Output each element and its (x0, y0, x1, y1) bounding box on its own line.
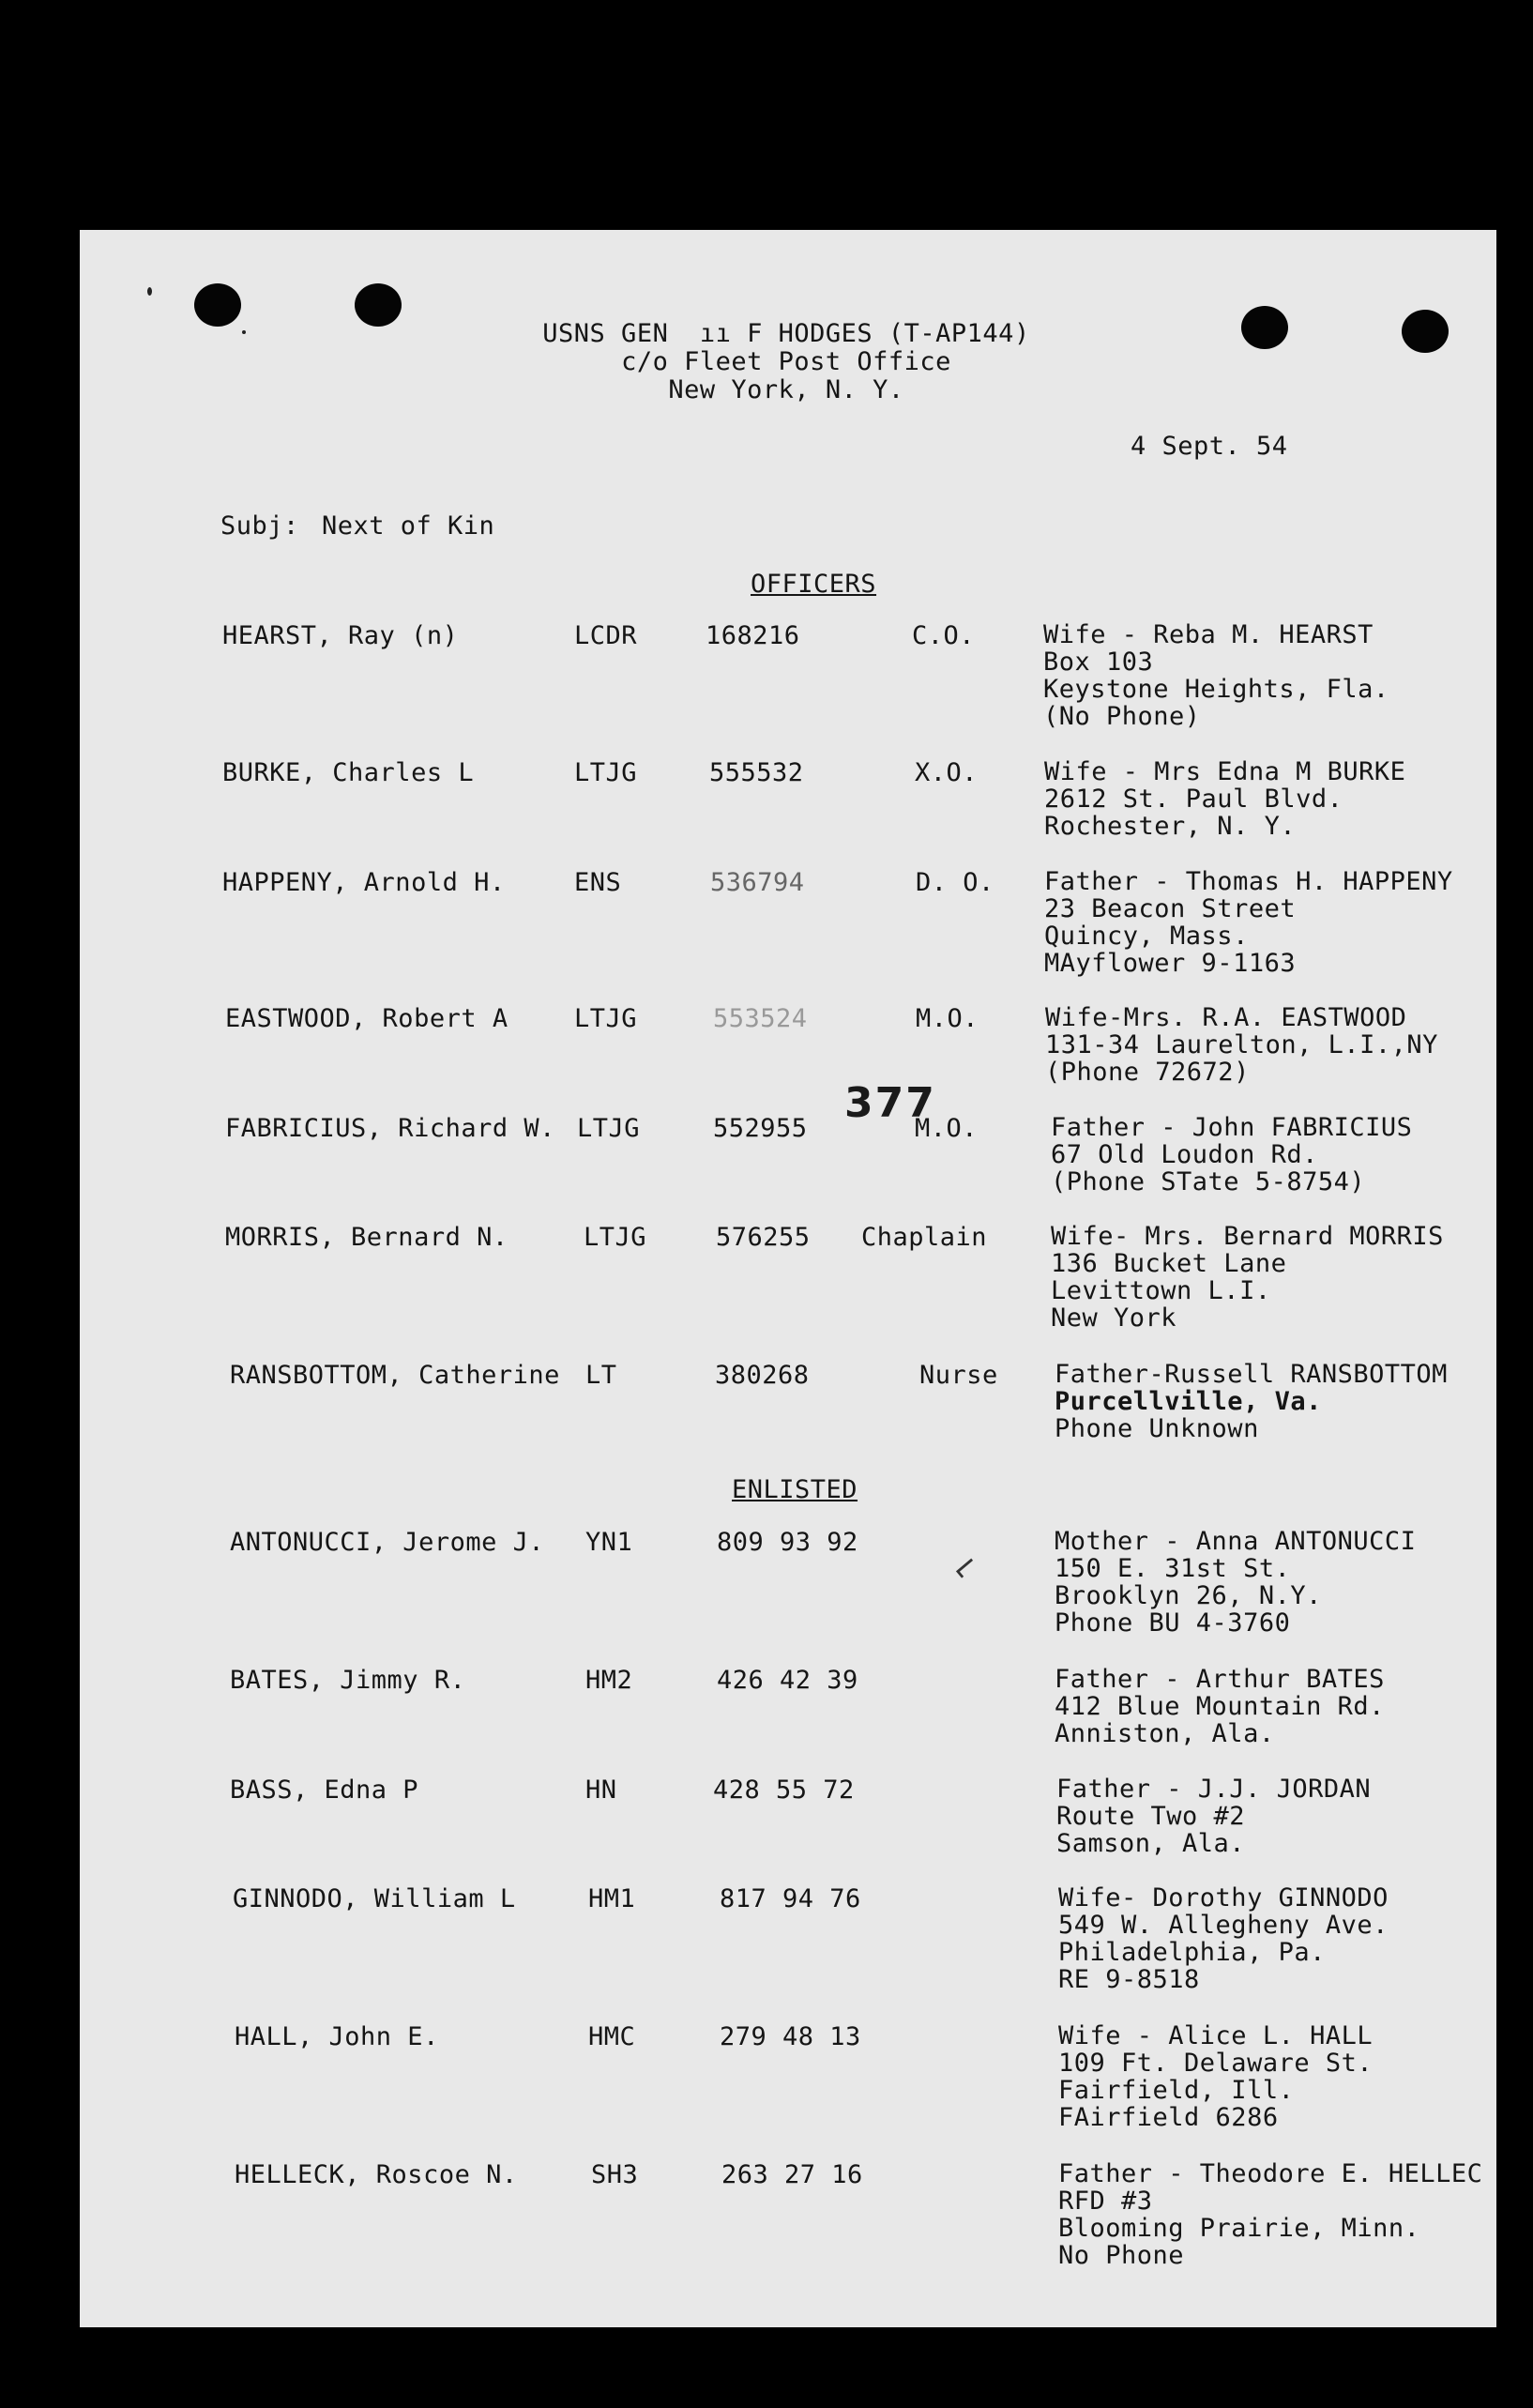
next-of-kin-address (1051, 1114, 1412, 1196)
kin-line: Keystone Heights, Fla. (1043, 675, 1389, 704)
kin-line: Wife - Mrs Edna M BURKE (1044, 757, 1406, 786)
kin-line: Purcellville, Va. (1055, 1387, 1322, 1416)
subject-label: Subj: (220, 511, 299, 541)
next-of-kin-address (1058, 2160, 1482, 2269)
officer-rank: LTJG (577, 1114, 641, 1143)
enlisted-service-number: 426 42 39 (717, 1666, 858, 1695)
officer-service-number: 576255 (716, 1223, 811, 1252)
officer-rank: ENS (574, 868, 622, 897)
document-date: 4 Sept. 54 (1131, 432, 1288, 461)
officer-name: RANSBOTTOM, Catherine (230, 1361, 560, 1390)
next-of-kin-address (1055, 1666, 1385, 1747)
kin-line: Phone BU 4-3760 (1055, 1608, 1291, 1638)
officer-service-number: 168216 (706, 621, 800, 650)
enlisted-rate: YN1 (585, 1528, 633, 1557)
officer-name: EASTWOOD, Robert A (225, 1004, 508, 1033)
kin-line: 109 Ft. Delaware St. (1058, 2049, 1374, 2078)
kin-line: Brooklyn 26, N.Y. (1055, 1581, 1322, 1610)
kin-line: New York (1051, 1303, 1177, 1333)
kin-line: 136 Bucket Lane (1051, 1249, 1287, 1278)
next-of-kin-address (1055, 1361, 1448, 1442)
ink-speck (242, 330, 246, 334)
next-of-kin-address (1058, 1884, 1389, 1993)
pen-mark: ⌐ (943, 1544, 989, 1591)
officer-rank: LTJG (574, 1004, 638, 1033)
post-office-line: c/o Fleet Post Office (621, 347, 951, 376)
kin-line: (No Phone) (1043, 702, 1201, 731)
officer-service-number: 553524 (713, 1004, 808, 1033)
officer-role: M.O. (915, 1114, 979, 1143)
enlisted-service-number: 817 94 76 (720, 1884, 861, 1913)
kin-line: Wife- Dorothy GINNODO (1058, 1883, 1389, 1913)
next-of-kin-address (1045, 1004, 1438, 1086)
enlisted-rate: HN (585, 1776, 617, 1805)
next-of-kin-address (1043, 621, 1389, 730)
kin-line: Father - Theodore E. HELLEC (1058, 2159, 1483, 2188)
kin-line: 2612 St. Paul Blvd. (1044, 785, 1343, 814)
kin-line: Philadelphia, Pa. (1058, 1938, 1326, 1967)
kin-line: 23 Beacon Street (1044, 894, 1297, 923)
officer-service-number: 555532 (709, 758, 804, 787)
next-of-kin-address (1044, 868, 1453, 977)
officer-rank: LT (585, 1361, 617, 1390)
kin-line: MAyflower 9-1163 (1044, 949, 1297, 978)
next-of-kin-address (1058, 2022, 1373, 2131)
enlisted-name: ANTONUCCI, Jerome J. (230, 1528, 545, 1557)
kin-line: Rochester, N. Y. (1044, 812, 1297, 841)
kin-line: (Phone 72672) (1045, 1058, 1250, 1087)
handwritten-page-number: 377 (844, 1079, 936, 1127)
enlisted-name: HELLECK, Roscoe N. (235, 2160, 518, 2189)
ship-name: USNS GEN ıı F HODGES (T-AP144) (542, 319, 1030, 348)
kin-line: Wife - Alice L. HALL (1058, 2021, 1374, 2050)
kin-line: Father - Arthur BATES (1055, 1665, 1385, 1694)
officer-role: Chaplain (861, 1223, 988, 1252)
enlisted-service-number: 428 55 72 (713, 1776, 855, 1805)
next-of-kin-address (1051, 1223, 1444, 1332)
enlisted-name: BASS, Edna P (230, 1776, 419, 1805)
kin-line: Father - Thomas H. HAPPENY (1044, 867, 1453, 896)
kin-line: Wife-Mrs. R.A. EASTWOOD (1045, 1003, 1407, 1032)
officer-rank: LTJG (574, 758, 638, 787)
officer-role: X.O. (915, 758, 979, 787)
enlisted-service-number: 263 27 16 (721, 2160, 863, 2189)
kin-line: No Phone (1058, 2241, 1185, 2270)
kin-line: Blooming Prairie, Minn. (1058, 2214, 1420, 2243)
officer-name: HEARST, Ray (n) (222, 621, 459, 650)
enlisted-service-number: 279 48 13 (720, 2022, 861, 2051)
kin-line: Samson, Ala. (1056, 1829, 1246, 1858)
enlisted-heading: ENLISTED (732, 1475, 858, 1504)
enlisted-rate: SH3 (591, 2160, 639, 2189)
officer-rank: LCDR (574, 621, 638, 650)
officer-rank: LTJG (584, 1223, 647, 1252)
subject-text: Next of Kin (322, 511, 495, 541)
kin-line: Father - John FABRICIUS (1051, 1113, 1413, 1142)
officer-name: BURKE, Charles L (222, 758, 475, 787)
kin-line: FAirfield 6286 (1058, 2103, 1279, 2132)
city-line: New York, N. Y. (668, 375, 904, 404)
kin-line: Father-Russell RANSBOTTOM (1055, 1360, 1448, 1389)
next-of-kin-address (1056, 1776, 1371, 1857)
kin-line: Box 103 (1043, 648, 1154, 677)
officer-name: MORRIS, Bernard N. (225, 1223, 508, 1252)
kin-line: 412 Blue Mountain Rd. (1055, 1692, 1385, 1721)
kin-line: Father - J.J. JORDAN (1056, 1775, 1372, 1804)
officers-heading: OFFICERS (751, 570, 877, 599)
punch-hole-1 (194, 283, 241, 327)
officer-name: FABRICIUS, Richard W. (225, 1114, 555, 1143)
kin-line: 131-34 Laurelton, L.I.,NY (1045, 1030, 1438, 1059)
enlisted-rate: HMC (588, 2022, 636, 2051)
kin-line: Levittown L.I. (1051, 1276, 1271, 1305)
kin-line: RFD #3 (1058, 2187, 1153, 2216)
enlisted-name: GINNODO, William L (233, 1884, 516, 1913)
kin-line: Mother - Anna ANTONUCCI (1055, 1527, 1417, 1556)
kin-line: Anniston, Ala. (1055, 1719, 1275, 1748)
kin-line: 549 W. Allegheny Ave. (1058, 1911, 1389, 1940)
ink-speck (147, 287, 152, 296)
kin-line: Wife - Reba M. HEARST (1043, 620, 1374, 649)
officer-role: Nurse (919, 1361, 998, 1390)
enlisted-name: HALL, John E. (235, 2022, 439, 2051)
kin-line: Quincy, Mass. (1044, 922, 1249, 951)
kin-line: Phone Unknown (1055, 1414, 1259, 1443)
kin-line: 150 E. 31st St. (1055, 1554, 1291, 1583)
officer-service-number: 380268 (715, 1361, 810, 1390)
kin-line: Route Two #2 (1056, 1802, 1246, 1831)
officer-role: C.O. (912, 621, 976, 650)
punch-hole-3 (1241, 306, 1288, 349)
kin-line: Wife- Mrs. Bernard MORRIS (1051, 1222, 1444, 1251)
kin-line: 67 Old Loudon Rd. (1051, 1140, 1318, 1169)
officer-name: HAPPENY, Arnold H. (222, 868, 506, 897)
officer-service-number: 536794 (710, 868, 805, 897)
enlisted-rate: HM1 (588, 1884, 636, 1913)
punch-hole-4 (1402, 310, 1449, 353)
enlisted-name: BATES, Jimmy R. (230, 1666, 466, 1695)
enlisted-rate: HM2 (585, 1666, 633, 1695)
officer-role: D. O. (916, 868, 994, 897)
officer-service-number: 552955 (713, 1114, 808, 1143)
enlisted-service-number: 809 93 92 (717, 1528, 858, 1557)
officer-role: M.O. (916, 1004, 979, 1033)
kin-line: (Phone STate 5-8754) (1051, 1167, 1366, 1196)
punch-hole-2 (355, 283, 402, 327)
kin-line: Fairfield, Ill. (1058, 2076, 1295, 2105)
next-of-kin-address (1055, 1528, 1416, 1637)
next-of-kin-address (1044, 758, 1405, 840)
kin-line: RE 9-8518 (1058, 1965, 1200, 1994)
